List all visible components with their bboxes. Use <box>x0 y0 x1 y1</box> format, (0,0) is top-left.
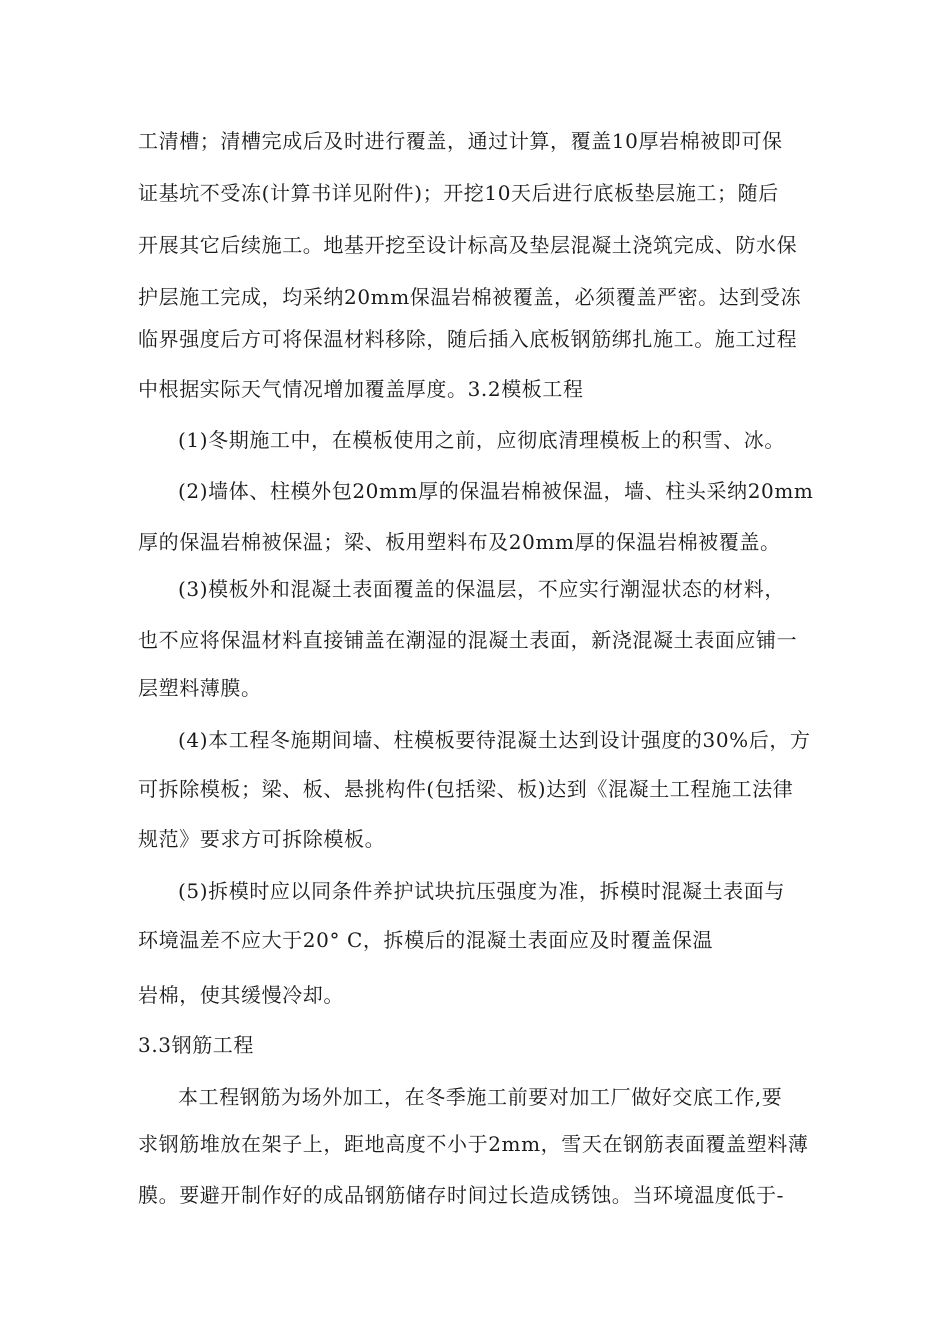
text-line: 规范》要求方可拆除模板。 <box>138 827 386 851</box>
paragraph-first-line: 本工程钢筋为场外加工，在冬季施工前要对加工厂做好交底工作,要 <box>178 1085 783 1109</box>
text-line: 工清槽；清槽完成后及时进行覆盖，通过计算，覆盖10厚岩棉被即可保 <box>138 129 783 153</box>
section-heading: 3.3钢筋工程 <box>138 1033 255 1057</box>
text-line: 求钢筋堆放在架子上，距地高度不小于2mm，雪天在钢筋表面覆盖塑料薄 <box>138 1132 809 1156</box>
text-line: 层塑料薄膜。 <box>138 676 262 700</box>
paragraph-item-3: (3)模板外和混凝土表面覆盖的保温层，不应实行潮湿状态的材料， <box>178 577 785 601</box>
text-line: 也不应将保温材料直接铺盖在潮湿的混凝土表面，新浇混凝土表面应铺一 <box>138 628 798 652</box>
text-line: 厚的保温岩棉被保温；梁、板用塑料布及20mm厚的保温岩棉被覆盖。 <box>138 530 781 554</box>
text-line: 开展其它后续施工。地基开挖至设计标高及垫层混凝土浇筑完成、防水保 <box>138 233 798 257</box>
text-line: 中根据实际天气情况增加覆盖厚度。3.2模板工程 <box>138 377 584 401</box>
text-line: 临界强度后方可将保温材料移除，随后插入底板钢筋绑扎施工。施工过程 <box>138 327 798 351</box>
text-line: 环境温差不应大于20° C，拆模后的混凝土表面应及时覆盖保温 <box>138 928 714 952</box>
text-line: 护层施工完成，均采纳20mm保温岩棉被覆盖，必须覆盖严密。达到受冻 <box>138 285 802 309</box>
paragraph-item-1: (1)冬期施工中，在模板使用之前，应彻底清理模板上的积雪、冰。 <box>178 428 785 452</box>
text-line: 可拆除模板；梁、板、悬挑构件(包括梁、板)达到《混凝土工程施工法律 <box>138 777 794 801</box>
text-line: 证基坑不受冻(计算书详见附件)；开挖10天后进行底板垫层施工；随后 <box>138 181 779 205</box>
text-line: 岩棉，使其缓慢冷却。 <box>138 983 344 1007</box>
paragraph-item-2: (2)墙体、柱模外包20mm厚的保温岩棉被保温，墙、柱头采纳20mm <box>178 479 814 503</box>
paragraph-item-5: (5)拆模时应以同条件养护试块抗压强度为准，拆模时混凝土表面与 <box>178 879 785 903</box>
paragraph-item-4: (4)本工程冬施期间墙、柱模板要待混凝土达到设计强度的30%后，方 <box>178 728 811 752</box>
text-line: 膜。要避开制作好的成品钢筋储存时间过长造成锈蚀。当环境温度低于- <box>138 1183 784 1207</box>
